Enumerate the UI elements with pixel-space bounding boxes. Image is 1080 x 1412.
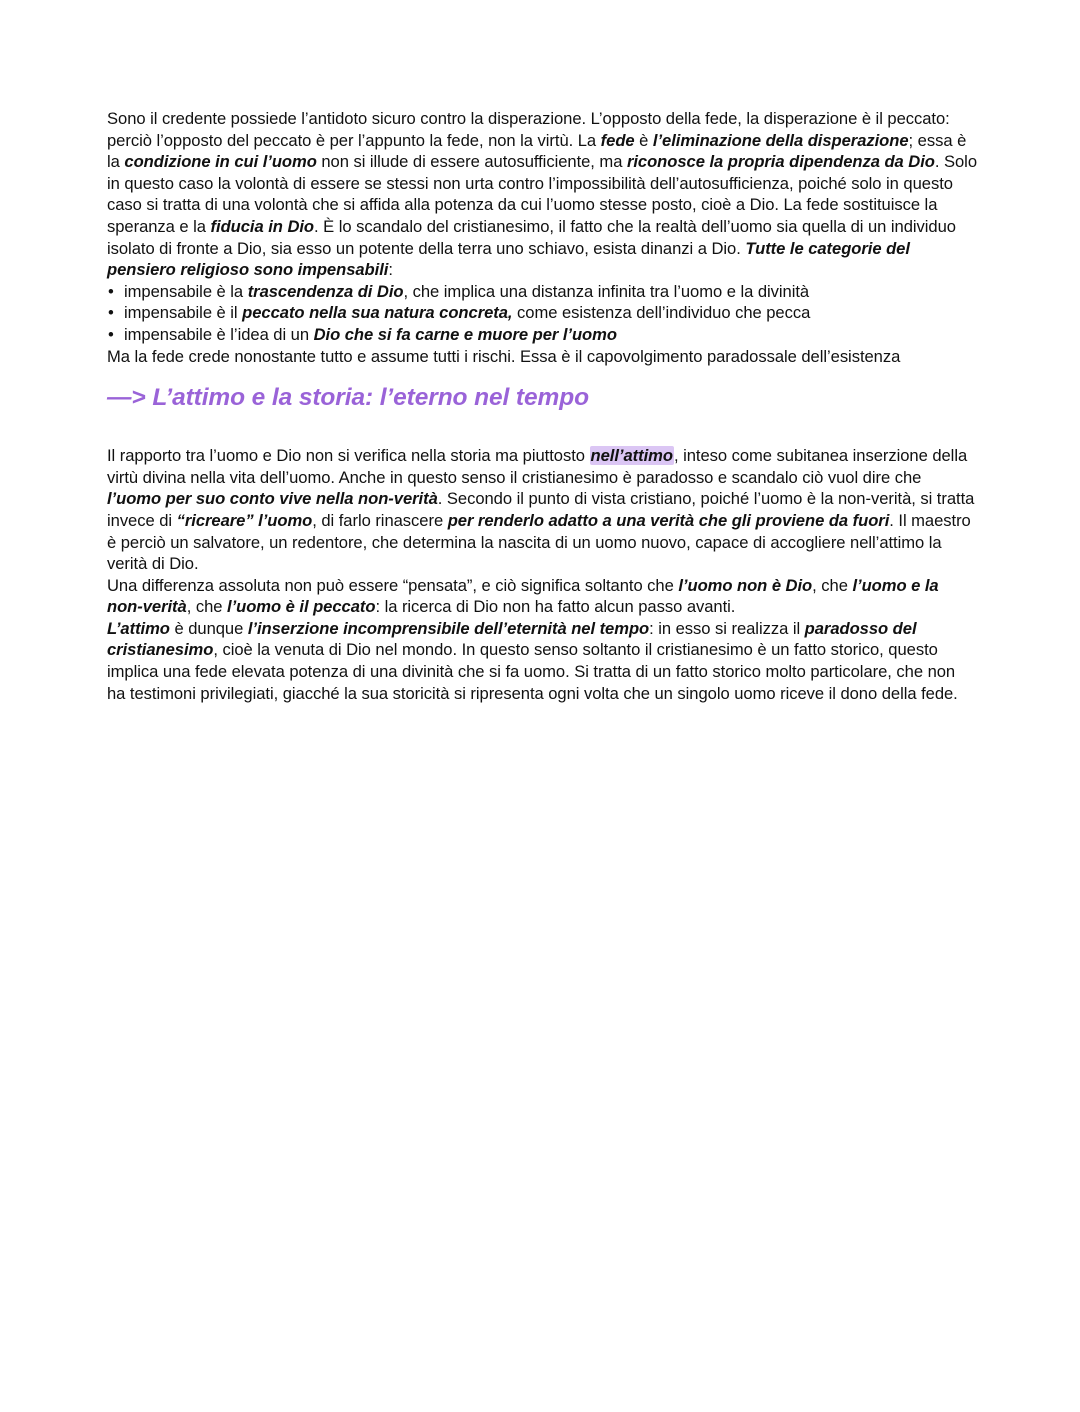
emphasis: per renderlo adatto a una verità che gli proviene da fuori xyxy=(447,510,890,530)
emphasis: l’inserzione incomprensibile dell’eternità nel tempo xyxy=(247,618,650,638)
emphasis: l’uomo e la non-verità xyxy=(107,575,939,617)
emphasis: l’uomo è il peccato xyxy=(227,597,376,617)
document-page xyxy=(107,108,977,704)
paragraph-attimo: Il rapporto tra l’uomo e Dio non si verifica nella storia ma piuttosto nell’attimo, inteso come subitanea inserzione della virtù divina nella vita dell’uomo. Anche in questo senso il cristianesimo è paradosso e scandalo ciò vuol dire che l’uomo per suo conto vive nella non-verità. Secondo il punto di vista cristiano, poiché l’uomo è la non-verità, si tratta invece di “ricreare” l’uomo, di farlo rinascere per renderlo adatto a una verità che gli proviene da fuori. Il maestro è perciò un salvatore, un redentore, che determina la nascita di un uomo nuovo, capace di accogliere nell’attimo la verità di Dio. xyxy=(107,446,975,574)
paragraph-differenza: Una differenza assoluta non può essere “pensata”, e ciò significa soltanto che l’uomo non è Dio, che l’uomo e la non-verità, che l’uomo è il peccato: la ricerca di Dio non ha fatto alcun passo avanti. xyxy=(107,575,939,617)
bullet-list xyxy=(107,281,977,346)
emphasis: condizione in cui l’uomo xyxy=(124,152,317,172)
section-heading: —> L’attimo e la storia: l’eterno nel tempo xyxy=(107,384,589,412)
list-item: • impensabile è l’idea di un Dio che si fa carne e muore per l’uomo xyxy=(107,324,977,346)
intro-paragraph: Sono il credente possiede l’antidoto sicuro contro la disperazione. L’opposto della fede, la disperazione è il peccato: perciò l’opposto del peccato è per l’appunto la fede, non la virtù. La fede è l’eliminazione della disperazione; essa è la condizione in cui l’uomo non si illude di essere autosufficiente, ma riconosce la propria dipendenza da Dio. Solo in questo caso la volontà di essere se stessi non urta contro l’impossibilità dell’autosufficienza, poiché solo in questo caso si tratta di una volontà che si affida alla potenza da cui l’uomo stesse posto, cioè a Dio. La fede sostituisce la speranza e la fiducia in Dio. È lo scandalo del cristianesimo, il fatto che la realtà dell’uomo sia quella di un individuo isolato di fronte a Dio, sia esso un potente della terra uno schiavo, esista dinanzi a Dio. Tutte le categorie del pensiero religioso sono impensabili: xyxy=(107,109,977,280)
emphasis: Dio che si fa carne e muore per l’uomo xyxy=(313,324,617,344)
emphasis: “ricreare” l’uomo xyxy=(176,510,313,530)
emphasis: l’eliminazione della disperazione xyxy=(652,130,909,150)
emphasis: l’uomo non è Dio xyxy=(678,575,813,595)
emphasis: trascendenza di Dio xyxy=(247,281,404,301)
emphasis: paradosso del cristianesimo xyxy=(107,618,917,660)
list-item: • impensabile è il peccato nella sua natura concreta, come esistenza dell’individuo che pecca xyxy=(107,302,977,324)
highlighted-term: nell’attimo xyxy=(590,446,673,466)
emphasis: fede xyxy=(600,130,635,150)
emphasis: riconosce la propria dipendenza da Dio xyxy=(626,152,935,172)
emphasis: peccato nella sua natura concreta, xyxy=(242,303,513,323)
emphasis: l’uomo per suo conto vive nella non-verità xyxy=(107,489,438,509)
list-item: • impensabile è la trascendenza di Dio, che implica una distanza infinita tra l’uomo e la divinità xyxy=(107,281,977,303)
emphasis: L’attimo xyxy=(107,618,170,638)
closing-line: Ma la fede crede nonostante tutto e assume tutti i rischi. Essa è il capovolgimento paradossale dell’esistenza xyxy=(107,346,901,366)
emphasis: fiducia in Dio xyxy=(210,216,315,236)
emphasis: Tutte le categorie del pensiero religioso sono impensabili xyxy=(107,238,910,280)
paragraph-paradosso: L’attimo è dunque l’inserzione incomprensibile dell’eternità nel tempo: in esso si realizza il paradosso del cristianesimo, cioè la venuta di Dio nel mondo. In questo senso soltanto il cristianesimo è un fatto storico, questo implica una fede elevata potenza di una divinità che si fa uomo. Si tratta di un fatto storico molto particolare, che non ha testimoni privilegiati, giacché la sua storicità si ripresenta ogni volta che un singolo uomo riceve il dono della fede. xyxy=(107,618,958,703)
